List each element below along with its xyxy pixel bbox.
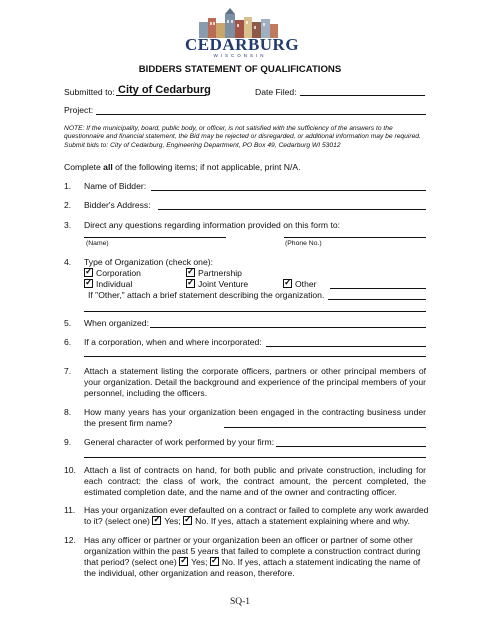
item-number: 6. bbox=[64, 337, 72, 347]
item-number: 11. bbox=[64, 505, 76, 515]
years-in-business-text: How many years has your organization been engaged in the contracting business under the present firm name? bbox=[84, 407, 426, 428]
when-organized-field[interactable] bbox=[150, 327, 426, 328]
item-number: 8. bbox=[64, 407, 72, 417]
default-question-line1: Has your organization ever defaulted on a contract or failed to complete any work awarded bbox=[84, 505, 429, 515]
other-label: Other bbox=[295, 279, 317, 289]
logo-subtitle: WISCONSIN bbox=[213, 53, 267, 58]
other-description-field-2[interactable] bbox=[84, 311, 426, 312]
work-character-label: General character of work performed by your firm: bbox=[84, 437, 275, 447]
item-number: 12. bbox=[64, 535, 76, 545]
checkbox-icon[interactable] bbox=[283, 279, 292, 288]
skyline-icon bbox=[185, 8, 295, 38]
submitted-line bbox=[116, 95, 206, 96]
project-field[interactable] bbox=[96, 114, 426, 115]
item-number: 4. bbox=[64, 257, 72, 267]
default-no-label: No. bbox=[195, 516, 209, 526]
officer-yes-label: Yes; bbox=[191, 557, 208, 567]
officer-no-label: No. bbox=[221, 557, 236, 567]
officers-statement-text: Attach a statement listing the corporate officers, partners or other principal members of your organization. Detail the background and experience of the principal members of your personnel, including the officers. bbox=[84, 366, 426, 398]
contact-name-label: (Name) bbox=[86, 240, 109, 247]
instruction-post: of the following items; if not applicable, print N/A. bbox=[112, 162, 301, 172]
joint-venture-label: Joint Venture bbox=[198, 279, 249, 289]
item-number: 10. bbox=[64, 465, 76, 475]
form-title: BIDDERS STATEMENT OF QUALIFICATIONS bbox=[138, 64, 342, 75]
default-question-pre: to it? (select one) bbox=[84, 516, 153, 526]
default-question-post: If yes, attach a statement explaining where and why. bbox=[208, 516, 410, 526]
bidder-name-label: Name of Bidder: bbox=[84, 181, 147, 191]
contracts-on-hand-text: Attach a list of contracts on hand, for both public and private construction, including for each contract: the class of work, the contract amount, the percent completed, the estimated completion date, and the name and of the owner and contracting officer. bbox=[84, 465, 426, 497]
incorporation-label: If a corporation, when and where incorporated: bbox=[84, 337, 262, 347]
project-label: Project: bbox=[64, 105, 94, 115]
checkbox-icon[interactable] bbox=[84, 268, 93, 277]
item-number: 7. bbox=[64, 366, 72, 376]
default-yes-label: Yes; bbox=[164, 516, 181, 526]
bidder-name-field[interactable] bbox=[151, 190, 426, 191]
cedarburg-logo bbox=[185, 8, 300, 60]
item-number: 9. bbox=[64, 437, 72, 447]
note-text: NOTE: If the municipality, board, public body, or officer, is not satisfied with the sufficiency of the answers to the questionnaire and financial statement, the Bid may be rejected or disregarded, or additional information may be required. Submit bids to: City of Cedarburg, Engineering Department, PO Box 49, Cedarburg WI 53012 bbox=[64, 125, 421, 149]
officer-failure-pre: that period? (select one) bbox=[84, 557, 180, 567]
logo-wordmark: CEDARBURG bbox=[185, 35, 300, 54]
officer-failure-line4: the individual, other organization and reason, therefore. bbox=[84, 568, 295, 578]
item-number: 1. bbox=[64, 181, 72, 191]
contact-name-field[interactable] bbox=[84, 237, 226, 238]
checkbox-icon[interactable] bbox=[179, 557, 188, 566]
instruction-pre: Complete bbox=[64, 162, 104, 172]
item-number: 5. bbox=[64, 318, 72, 328]
contact-phone-label: (Phone No.) bbox=[285, 240, 322, 247]
instruction-bold: all bbox=[103, 162, 113, 172]
checkbox-icon[interactable] bbox=[183, 516, 192, 525]
work-character-field-2[interactable] bbox=[84, 457, 426, 458]
other-description-field[interactable] bbox=[328, 299, 426, 300]
checkbox-icon[interactable] bbox=[84, 279, 93, 288]
years-in-business-field[interactable] bbox=[224, 427, 426, 428]
page-number: SQ-1 bbox=[229, 597, 251, 607]
partnership-label: Partnership bbox=[198, 268, 242, 278]
other-option[interactable] bbox=[283, 279, 317, 289]
date-filed-label: Date Filed: bbox=[255, 87, 297, 97]
individual-label: Individual bbox=[96, 279, 133, 289]
work-character-field[interactable] bbox=[276, 446, 426, 447]
officer-failure-line2: organization within the past 5 years that failed to complete a construction contract during bbox=[84, 546, 421, 556]
incorporation-field[interactable] bbox=[266, 346, 426, 347]
instruction-text bbox=[64, 162, 300, 172]
submitted-label: Submitted to: bbox=[64, 87, 115, 97]
submitted-value: City of Cedarburg bbox=[118, 84, 211, 96]
other-note: If "Other," attach a brief statement describing the organization. bbox=[88, 290, 325, 300]
checkbox-icon[interactable] bbox=[186, 268, 195, 277]
org-type-label: Type of Organization (check one): bbox=[84, 257, 213, 267]
incorporation-field-2[interactable] bbox=[84, 356, 426, 357]
officer-failure-line1: Has any officer or partner or your organization been an officer or partner of some other bbox=[84, 535, 413, 545]
checkbox-icon[interactable] bbox=[152, 516, 161, 525]
officer-failure-post: If yes, attach a statement indicating the name of bbox=[235, 557, 421, 567]
item-number: 3. bbox=[64, 220, 72, 230]
contact-question: Direct any questions regarding information provided on this form to: bbox=[84, 220, 341, 230]
bidder-address-label: Bidder's Address: bbox=[84, 200, 151, 210]
checkbox-icon[interactable] bbox=[186, 279, 195, 288]
bidder-address-field[interactable] bbox=[158, 209, 426, 210]
checkbox-icon[interactable] bbox=[210, 557, 219, 566]
item-number: 2. bbox=[64, 200, 72, 210]
date-filed-field[interactable] bbox=[300, 95, 425, 96]
individual-option[interactable] bbox=[84, 279, 132, 289]
officer-failure-line3 bbox=[84, 557, 420, 567]
corporation-label: Corporation bbox=[96, 268, 141, 278]
joint-venture-option[interactable] bbox=[186, 279, 248, 289]
default-question-line2 bbox=[84, 516, 410, 526]
contact-phone-field[interactable] bbox=[284, 237, 426, 238]
when-organized-label: When organized: bbox=[84, 318, 149, 328]
other-field[interactable] bbox=[330, 288, 426, 289]
